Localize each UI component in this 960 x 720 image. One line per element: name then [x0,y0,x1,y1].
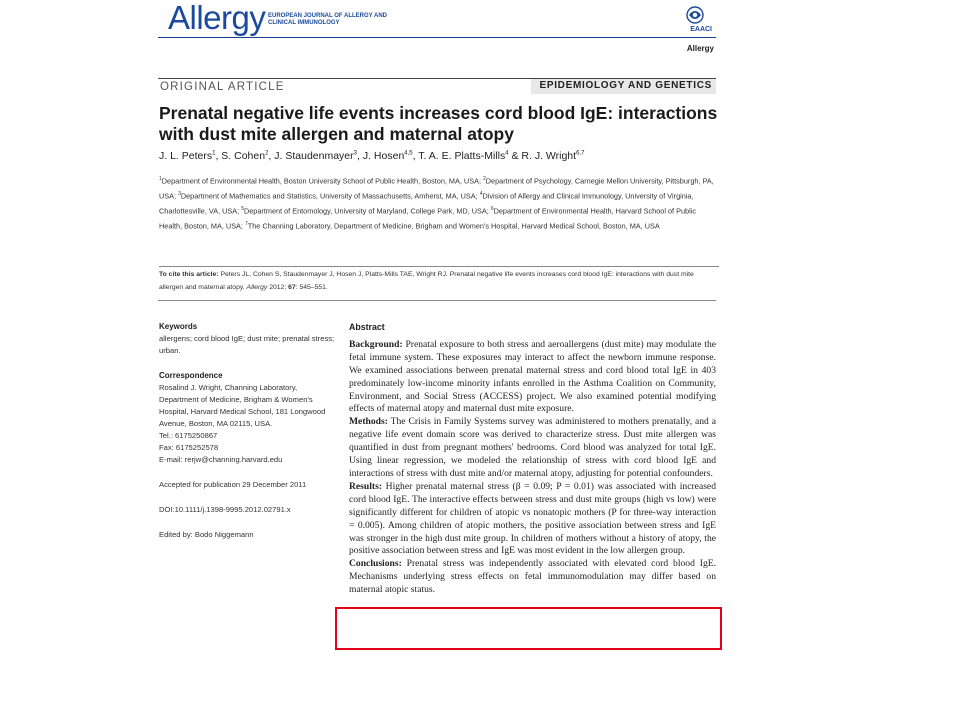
article-title: Prenatal negative life events increases cord blood IgE: interactions with dust mite allergen and maternal atopy [159,103,718,144]
author-affiliation-number: 4,5 [404,150,413,157]
abstract-title: Abstract [349,322,385,332]
sidebar-info [159,321,337,554]
running-head: Allergy [686,44,714,53]
section-label: EPIDEMIOLOGY AND GENETICS [531,79,716,94]
journal-subtitle: EUROPEAN JOURNAL OF ALLERGY AND CLINICAL IMMUNOLOGY [268,13,388,26]
citation-text: Peters JL, Cohen S, Staudenmayer J, Hosen J, Platts-Mills TAE, Wright RJ. Prenatal negative life events increases cord blood IgE: interactions with dust mite allergen and maternal atopy. [159,271,694,291]
citation-pages: : 545–551. [295,284,328,291]
author-name: J. Hosen [362,150,405,162]
author-affiliation-number: 3 [353,150,357,157]
doi-link[interactable]: DOI:10.1111/j.1398-9995.2012.02791.x [159,505,291,514]
article-type: ORIGINAL ARTICLE [160,81,285,93]
keywords-text: allergens; cord blood IgE; dust mite; prenatal stress; urban. [159,334,335,355]
author-list: J. L. Peters$^1$, S. Cohen$^2$, J. Staudenmayer$^3$, J. Hosen$^{4,5}$, T. A. E. Platts-Mills$^4$ & R. J. Wright$^{6,7}$ [159,150,585,162]
affiliation-number: 3 [178,191,181,198]
affiliation-text: Department of Mathematics and Statistics, University of Massachusetts, Amherst, MA, USA; [180,191,480,201]
journal-header [158,2,716,38]
author-name: R. J. Wright [521,150,577,162]
correspondence-tel: Tel.: 6175250867 [159,431,218,440]
author-affiliation-number: 6,7 [576,150,585,157]
author-name: S. Cohen [221,150,266,162]
author-affiliation-number: 2 [265,150,269,157]
citation [159,266,719,294]
keywords-title: Keywords [159,322,198,331]
conclusions-text: Prenatal stress was independently associated with elevated cord blood IgE. Mechanisms underlying stress effects on fetal immunomodulation may differ based on maternal atopic status. [349,558,716,596]
conclusions-highlight-box [335,607,722,650]
conclusions-label: Conclusions: [349,558,402,570]
correspondence-title: Correspondence [159,371,223,380]
abstract-conclusions [349,558,716,597]
accepted-date: Accepted for publication 29 December 2011 [159,480,307,489]
background-label: Background: [349,338,403,350]
abstract-methods [349,416,716,481]
edited-by: Edited by: Bodo Niggemann [159,530,254,539]
correspondence-block [159,370,337,466]
abstract [349,321,716,597]
author-affiliation-number: 1 [212,150,216,157]
affiliation-text: Division of Allergy and Clinical Immunology, University of Virginia, Charlottesville, VA, USA; [159,191,694,216]
methods-label: Methods: [349,416,388,428]
citation-journal: Allergy [246,284,268,291]
correspondence-address: Rosalind J. Wright, Channing Laboratory, Department of Medicine, Brigham & Women's Hospital, Harvard Medical School, 181 Longwood Avenue, Boston, MA 02115, USA. [159,383,326,428]
author-name: T. A. E. Platts-Mills [418,150,506,162]
affiliation-number: 1 [159,176,162,182]
keywords-block [159,321,337,357]
author-affiliation-number: 4 [505,150,509,157]
citation-label: To cite this article: [159,271,219,278]
affiliation-text: Department of Psychology, Carnegie Mellon University, Pittsburgh, PA, USA; [159,176,714,201]
affiliation-text: Department of Environmental Health, Harvard School of Public Health, Boston, MA, USA; [159,206,696,231]
affiliation-number: 7 [244,221,248,228]
author-name: J. Staudenmayer [274,150,354,162]
affiliation-text: Department of Entomology, University of Maryland, College Park, MD, USA; [243,206,491,216]
results-label: Results: [349,480,383,492]
eaaci-logo-text: EAACI [690,26,712,33]
citation-volume: 67 [288,284,296,291]
article-type-bar [158,78,716,94]
correspondence-email[interactable]: E-mail: rerjw@channing.harvard.edu [159,455,283,464]
abstract-background [349,339,716,416]
affiliation-number: 2 [483,176,486,182]
affiliations [159,173,719,234]
correspondence-fax: Fax: 6175252578 [159,443,219,452]
affiliation-number: 6 [490,206,494,213]
affiliation-number: 5 [241,206,244,213]
methods-text: The Crisis in Family Systems survey was administered to mothers prenatally, and a negative life event domain score was derived to characterize stress. Dust mite allergen was quantified in dust from pregnant mothers' bedrooms. Cord blood was analyzed for total IgE. Using linear regression, we modeled the relationship of stress with cord blood IgE and interactions of stress with dust mite and/or maternal atopy, adjusting for potential confounders. [349,416,716,479]
author-name: J. L. Peters [159,150,213,162]
affiliation-number: 4 [479,191,483,198]
results-text: Higher prenatal maternal stress (β = 0.09; P = 0.01) was associated with increased cord blood IgE. The interactive effects between stress and dust mite groups (high vs low) were significantly different for children of atopic vs nonatopic mothers (P for three-way interaction = 0.005). Among children of atopic mothers, the positive association between stress and IgE was stronger in the high dust mite group. In children of mothers without a history of atopy, the positive association between stress and IgE was most evident in the low allergen group. [349,480,716,557]
journal-name: Allergy [168,0,266,36]
affiliation-text: The Channing Laboratory, Department of Medicine, Brigham and Women's Hospital, Harvard Medical School, Boston, MA, USA [247,221,660,231]
abstract-results [349,481,716,558]
affiliation-text: Department of Environmental Health, Boston University School of Public Health, Boston, MA, USA; [161,176,483,186]
citation-divider [158,300,716,301]
background-text: Prenatal exposure to both stress and aeroallergens (dust mite) may modulate the fetal immune system. These exposures may interact to affect the newborn immune response. We examined associations between prenatal maternal stress and cord blood total IgE in 403 predominately low-income minority infants enrolled in the Asthma Coalition on Community, Environment, and Social Stress (ACCESS) project. We also examined potential modifying effects of maternal atopy and maternal dust mite exposure. [349,338,716,415]
citation-year: 2012; [267,284,289,291]
